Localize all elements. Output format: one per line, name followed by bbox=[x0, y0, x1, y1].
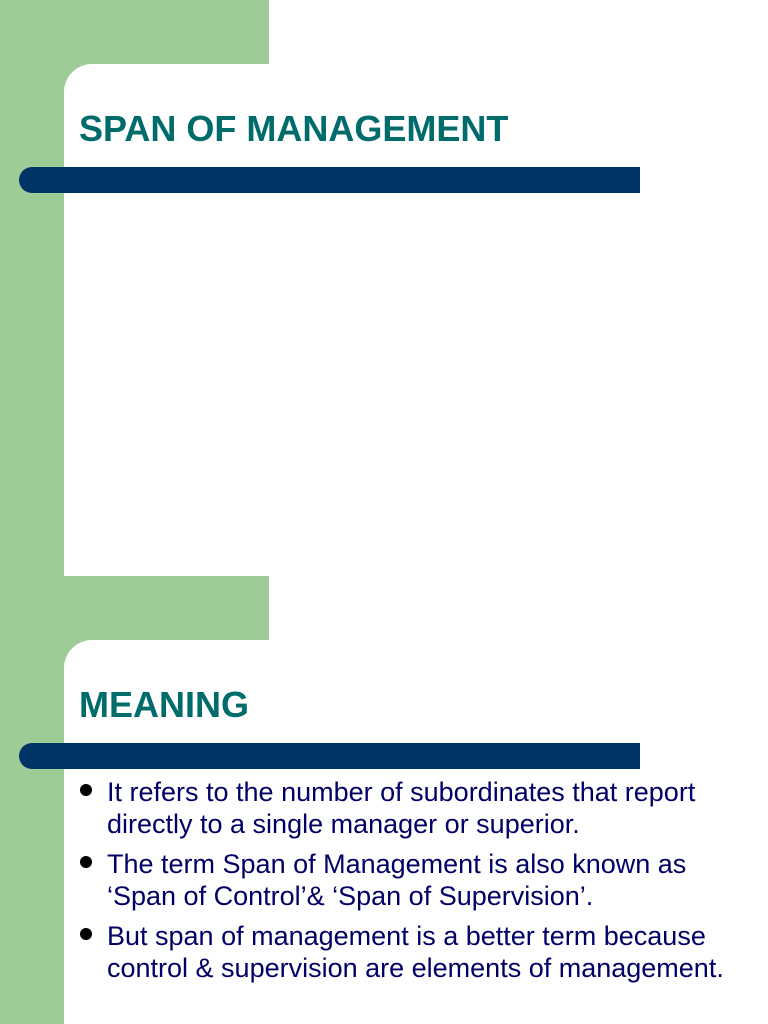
bullet-item bbox=[0, 848, 768, 912]
slide-title: MEANING bbox=[79, 684, 249, 725]
bullet-dot-icon bbox=[80, 856, 92, 868]
bullet-dot-icon bbox=[80, 784, 92, 796]
title-underline-bar bbox=[19, 743, 640, 769]
bullet-item bbox=[0, 920, 768, 984]
bullet-text: It refers to the number of subordinates that report directly to a single manager or superior. bbox=[107, 777, 696, 839]
title-underline-bar bbox=[19, 167, 640, 193]
slide-title: SPAN OF MANAGEMENT bbox=[79, 108, 509, 149]
slide-2 bbox=[0, 576, 768, 1024]
bullet-text: The term Span of Management is also known as ‘Span of Control’& ‘Span of Supervision’. bbox=[107, 849, 687, 911]
bullet-dot-icon bbox=[80, 928, 92, 940]
bullet-item bbox=[0, 776, 768, 840]
bullet-list bbox=[0, 776, 768, 992]
bullet-text: But span of management is a better term because control & supervision are elements of management. bbox=[107, 921, 724, 983]
